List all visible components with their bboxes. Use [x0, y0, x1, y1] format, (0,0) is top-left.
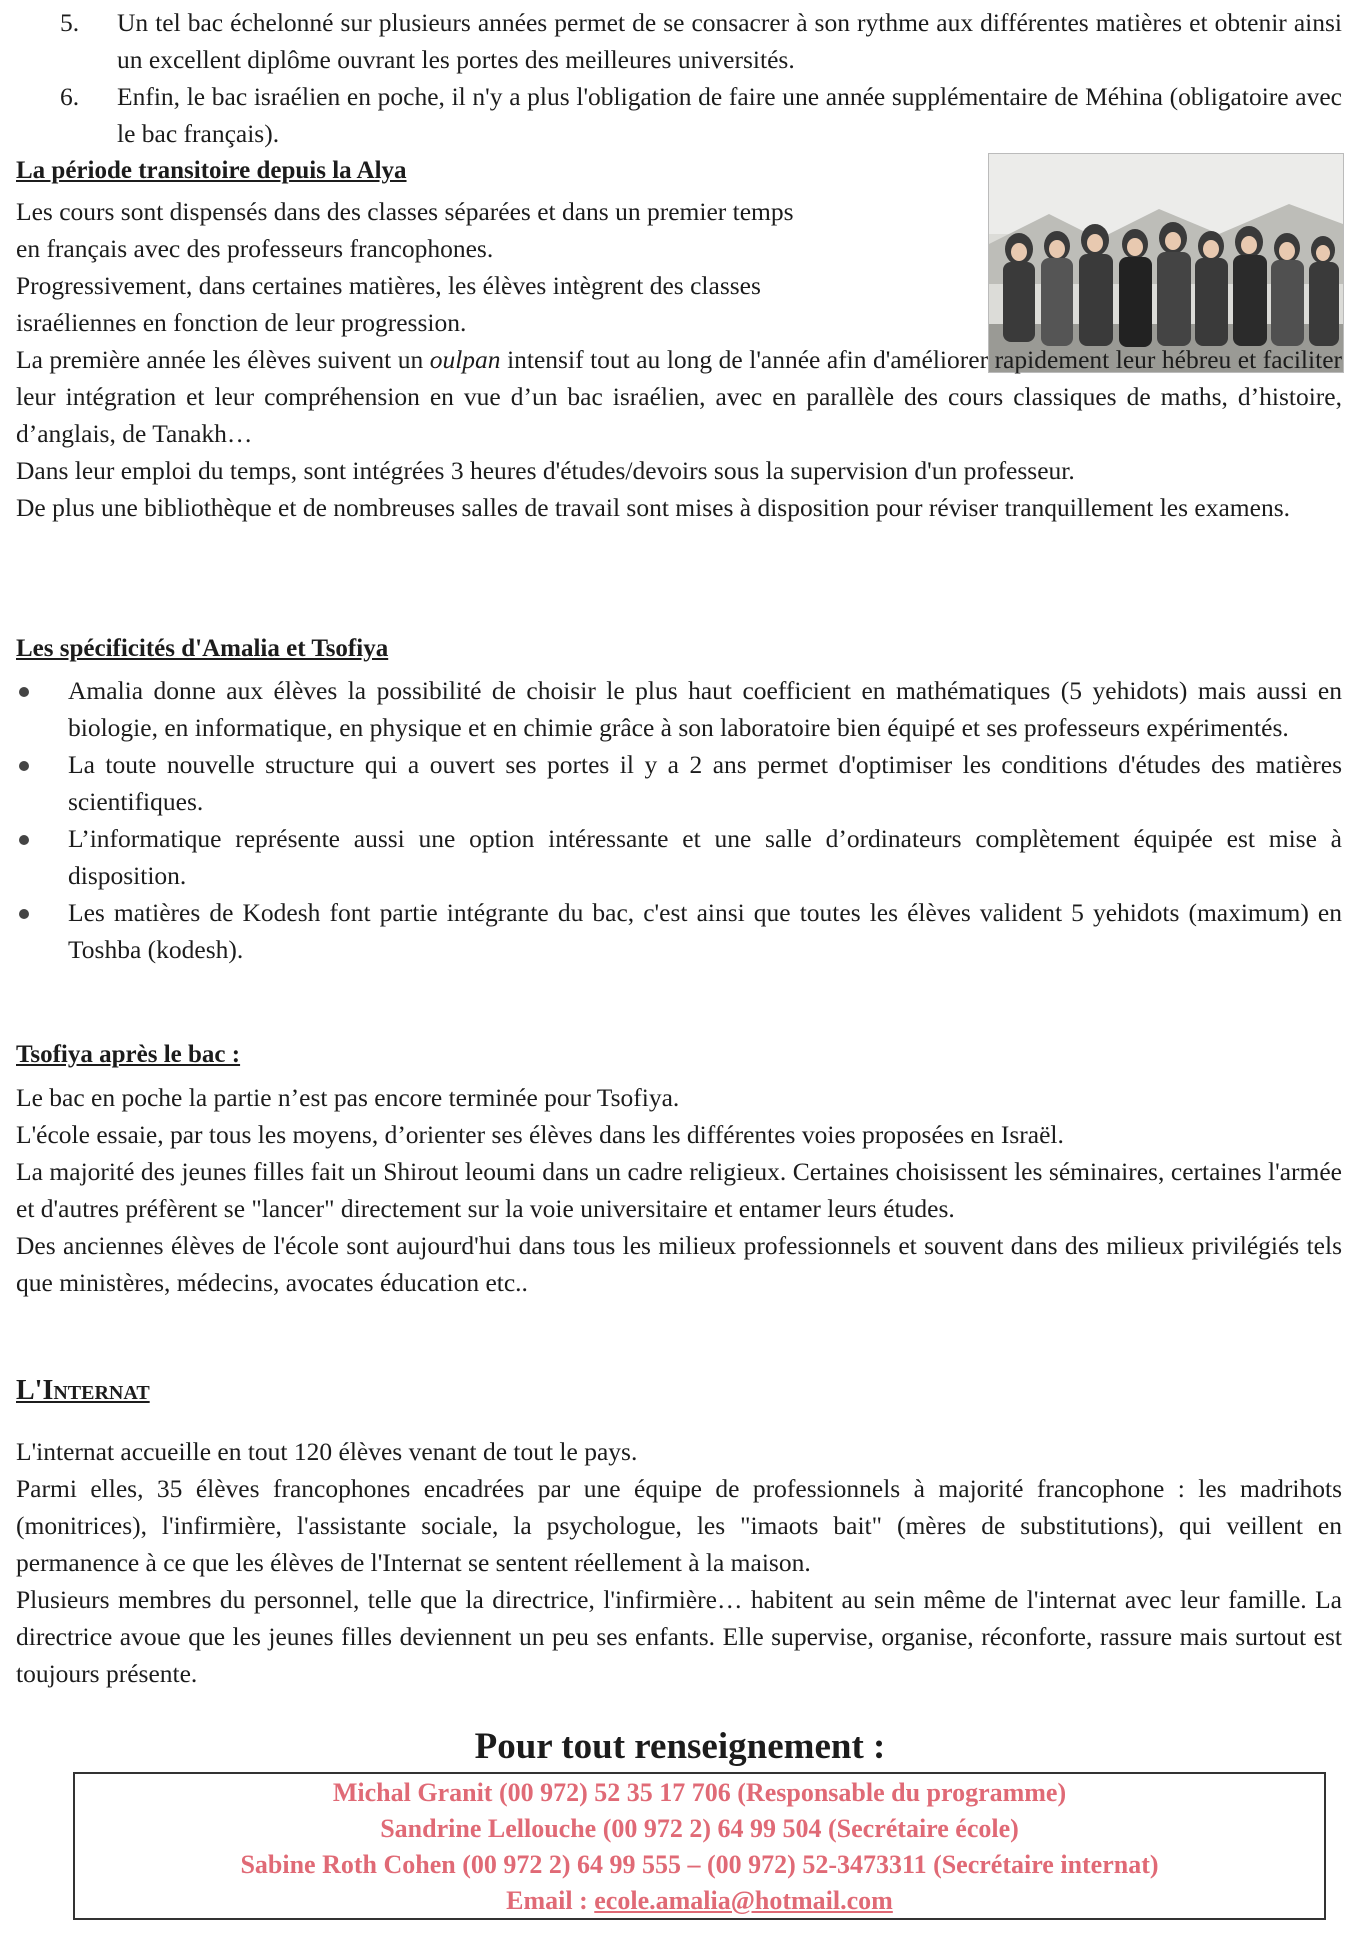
contact-box [73, 1772, 1326, 1920]
text-line: Les cours sont dispensés dans des classes séparées et dans un premier temps [16, 197, 794, 226]
list-item-text: Un tel bac échelonné sur plusieurs années permet de se consacrer à son rythme aux différentes matières et obtenir ainsi un excellent diplôme ouvrant les portes des meilleures universités. [117, 8, 1342, 74]
contact-line: Sandrine Lellouche (00 972 2) 64 99 504 (Secrétaire école) [380, 1814, 1019, 1843]
bullet-item [16, 820, 1342, 894]
intro-numbered-list [60, 4, 1342, 152]
paragraph: La majorité des jeunes filles fait un Shirout leoumi dans un cadre religieux. Certaines choisissent les séminaires, certaines l'armée et d'autres préfèrent se "lancer" directement sur la voie universitaire et entamer leurs études. [16, 1157, 1342, 1223]
bullet-item [16, 672, 1342, 746]
paragraph: Le bac en poche la partie n’est pas encore terminée pour Tsofiya. [16, 1083, 680, 1112]
section4-body [16, 1433, 1342, 1692]
bullet-text: La toute nouvelle structure qui a ouvert ses portes il y a 2 ans permet d'optimiser les conditions d'études des matières scientifiques. [68, 750, 1342, 816]
bullet-icon [19, 687, 29, 697]
contact-line: Michal Granit (00 972) 52 35 17 706 (Responsable du programme) [332, 1778, 1067, 1807]
bullet-item [16, 746, 1342, 820]
list-number: 5. [60, 8, 80, 37]
bullet-text: L’informatique représente aussi une option intéressante et une salle d’ordinateurs complètement équipée est mise à disposition. [68, 824, 1342, 890]
email-label: Email : [506, 1886, 595, 1915]
section-heading-transition: La période transitoire depuis la Alya [16, 157, 407, 184]
specificities-bullet-list [16, 672, 1342, 968]
text-line: en français avec des professeurs francophones. [16, 234, 494, 263]
paragraph: Plusieurs membres du personnel, telle que la directrice, l'infirmière… habitent au sein même de l'internat avec leur famille. La directrice avoue que les jeunes filles deviennent un peu ses enfants. Elle supervise, organise, réconforte, rassure mais surtout est toujours présente. [16, 1585, 1342, 1688]
paragraph: L'internat accueille en tout 120 élèves venant de tout le pays. [16, 1437, 638, 1466]
paragraph: Parmi elles, 35 élèves francophones encadrées par une équipe de professionnels à majorité francophone : les madrihots (monitrices), l'infirmière, l'assistante sociale, la psychologue, les "imaots bait" (mères de substitutions), qui veillent en permanence à ce que les élèves de l'Internat se sentent réellement à la maison. [16, 1474, 1342, 1577]
list-number: 6. [60, 82, 80, 111]
paragraph-oulpan: La première année les élèves suivent un oulpan intensif tout au long de l'année afin d'améliorer rapidement leur hébreu et faciliter leur intégration et leur compréhension en vue d’un bac israélien, avec en parallèle des cours classiques de maths, d’histoire, d’anglais, de Tanakh… [16, 345, 1342, 448]
section1-side-text [16, 193, 976, 341]
students-group-photo [988, 153, 1344, 373]
paragraph: De plus une bibliothèque et de nombreuses salles de travail sont mises à disposition pour réviser tranquillement les examens. [16, 493, 1291, 522]
section-heading-specificities: Les spécificités d'Amalia et Tsofiya [16, 635, 389, 662]
text-line: Progressivement, dans certaines matières, les élèves intègrent des classes [16, 271, 761, 300]
section-heading-internat: L'Internat [16, 1375, 150, 1406]
section-heading-after-bac: Tsofiya après le bac : [16, 1041, 241, 1068]
email-link[interactable]: ecole.amalia@hotmail.com [594, 1886, 893, 1915]
list-item [60, 4, 1342, 78]
bullet-icon [19, 761, 29, 771]
section1-body [16, 341, 1342, 526]
paragraph: Des anciennes élèves de l'école sont aujourd'hui dans tous les milieux professionnels et souvent dans des milieux privilégiés tels que ministères, médecins, avocates éducation etc.. [16, 1231, 1342, 1297]
bullet-icon [19, 835, 29, 845]
paragraph: L'école essaie, par tous les moyens, d’orienter ses élèves dans les différentes voies proposées en Israël. [16, 1120, 1064, 1149]
list-item-text: Enfin, le bac israélien en poche, il n'y a plus l'obligation de faire une année supplémentaire de Méhina (obligatoire avec le bac français). [117, 82, 1342, 148]
bullet-text: Amalia donne aux élèves la possibilité de choisir le plus haut coefficient en mathématiques (5 yehidots) mais aussi en biologie, en informatique, en physique et en chimie grâce à son laboratoire bien équipé et ses professeurs expérimentés. [68, 676, 1342, 742]
italic-term: oulpan [429, 345, 501, 374]
paragraph: Dans leur emploi du temps, sont intégrées 3 heures d'études/devoirs sous la supervision d'un professeur. [16, 456, 1075, 485]
bullet-text: Les matières de Kodesh font partie intégrante du bac, c'est ainsi que toutes les élèves valident 5 yehidots (maximum) en Toshba (kodesh). [68, 898, 1342, 964]
bullet-icon [19, 909, 29, 919]
contact-line: Sabine Roth Cohen (00 972 2) 64 99 555 – (00 972) 52-3473311 (Secrétaire internat) [240, 1850, 1159, 1879]
contact-email-line [75, 1883, 1324, 1919]
bullet-item [16, 894, 1342, 968]
text-line: israéliennes en fonction de leur progression. [16, 308, 467, 337]
contact-title: Pour tout renseignement : [474, 1726, 886, 1767]
section3-body [16, 1079, 1342, 1301]
list-item [60, 78, 1342, 152]
